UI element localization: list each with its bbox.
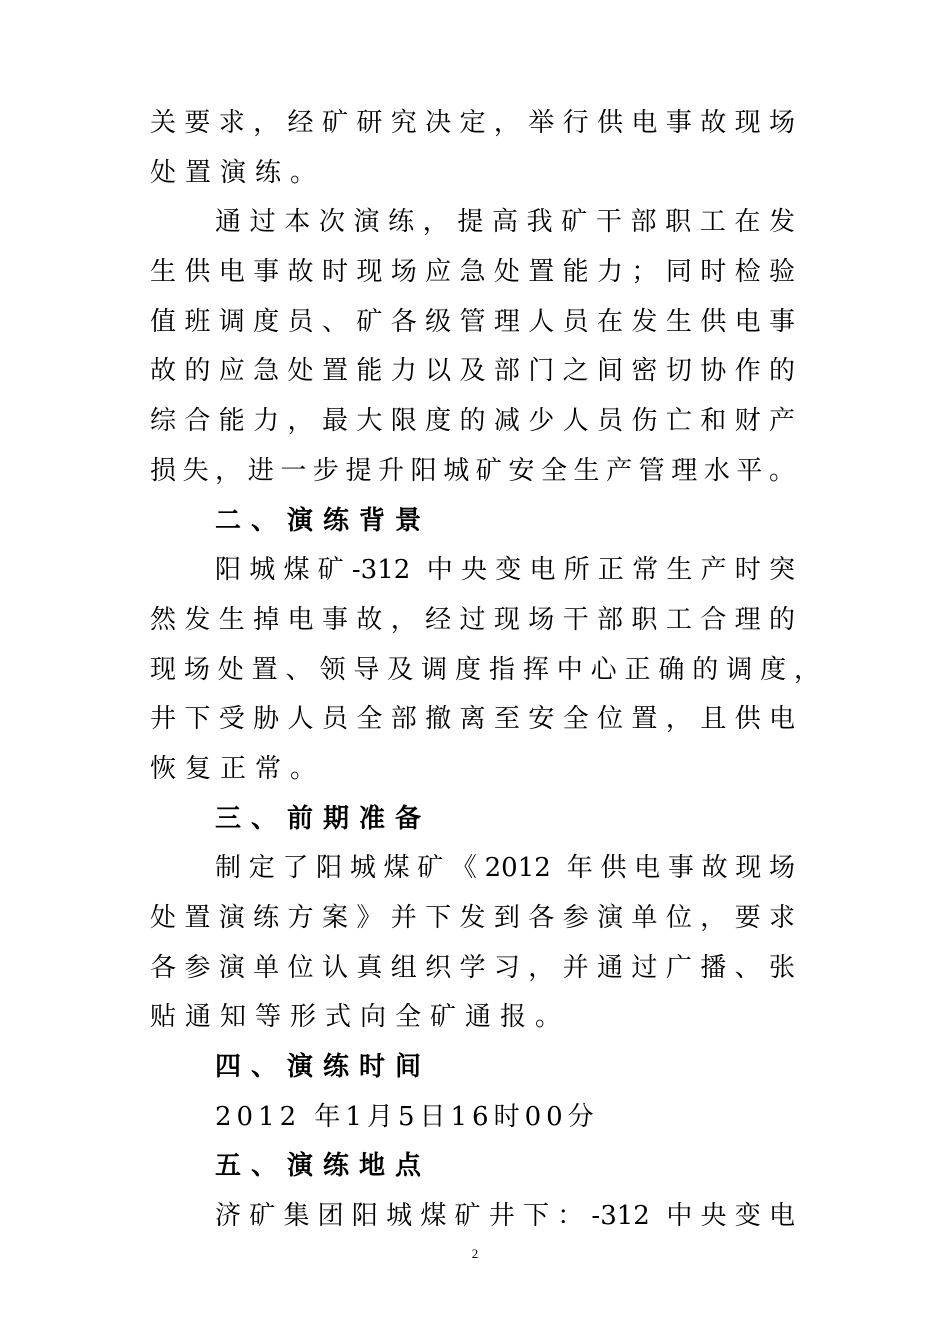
paragraph-line: 井下受胁人员全部撤离至安全位置，且供电 xyxy=(150,704,795,734)
paragraph-line: 通过本次演练，提高我矿干部职工在发 xyxy=(215,207,795,237)
section-heading: 三、前期准备 xyxy=(215,804,432,834)
paragraph-line: 生供电事故时现场应急处置能力；同时检验 xyxy=(150,257,795,287)
paragraph-line: 制定了阳城煤矿《2012 年供电事故现场 xyxy=(215,853,795,883)
paragraph-line: 济矿集团阳城煤矿井下：-312 中央变电 xyxy=(215,1201,795,1231)
paragraph-line: 现场处置、领导及调度指挥中心正确的调度， xyxy=(150,655,820,685)
section-heading: 二、演练背景 xyxy=(215,506,432,536)
paragraph-line: 阳城煤矿-312 中央变电所正常生产时突 xyxy=(215,555,795,585)
paragraph-line: 处置演练。 xyxy=(150,158,326,188)
paragraph-line: 处置演练方案》并下发到各参演单位，要求 xyxy=(150,903,795,933)
paragraph-line: 值班调度员、矿各级管理人员在发生供电事 xyxy=(150,307,795,337)
section-heading: 四、演练时间 xyxy=(215,1052,432,1082)
paragraph-line: 故的应急处置能力以及部门之间密切协作的 xyxy=(150,356,795,386)
section-heading: 五、演练地点 xyxy=(215,1151,432,1181)
paragraph-line: 恢复正常。 xyxy=(150,754,326,784)
paragraph-line: 贴通知等形式向全矿通报。 xyxy=(150,1002,571,1032)
paragraph-line: 各参演单位认真组织学习，并通过广播、张 xyxy=(150,953,795,983)
paragraph-line: 综合能力，最大限度的减少人员伤亡和财产 xyxy=(150,406,795,436)
paragraph-line: 然发生掉电事故，经过现场干部职工合理的 xyxy=(150,605,795,635)
paragraph-line: 2012 年1月5日16时00分 xyxy=(215,1102,599,1132)
paragraph-line: 关要求，经矿研究决定，举行供电事故现场 xyxy=(150,108,795,138)
paragraph-line: 损失，进一步提升阳城矿安全生产管理水平。 xyxy=(150,456,795,486)
page-number: 2 xyxy=(471,1246,479,1261)
